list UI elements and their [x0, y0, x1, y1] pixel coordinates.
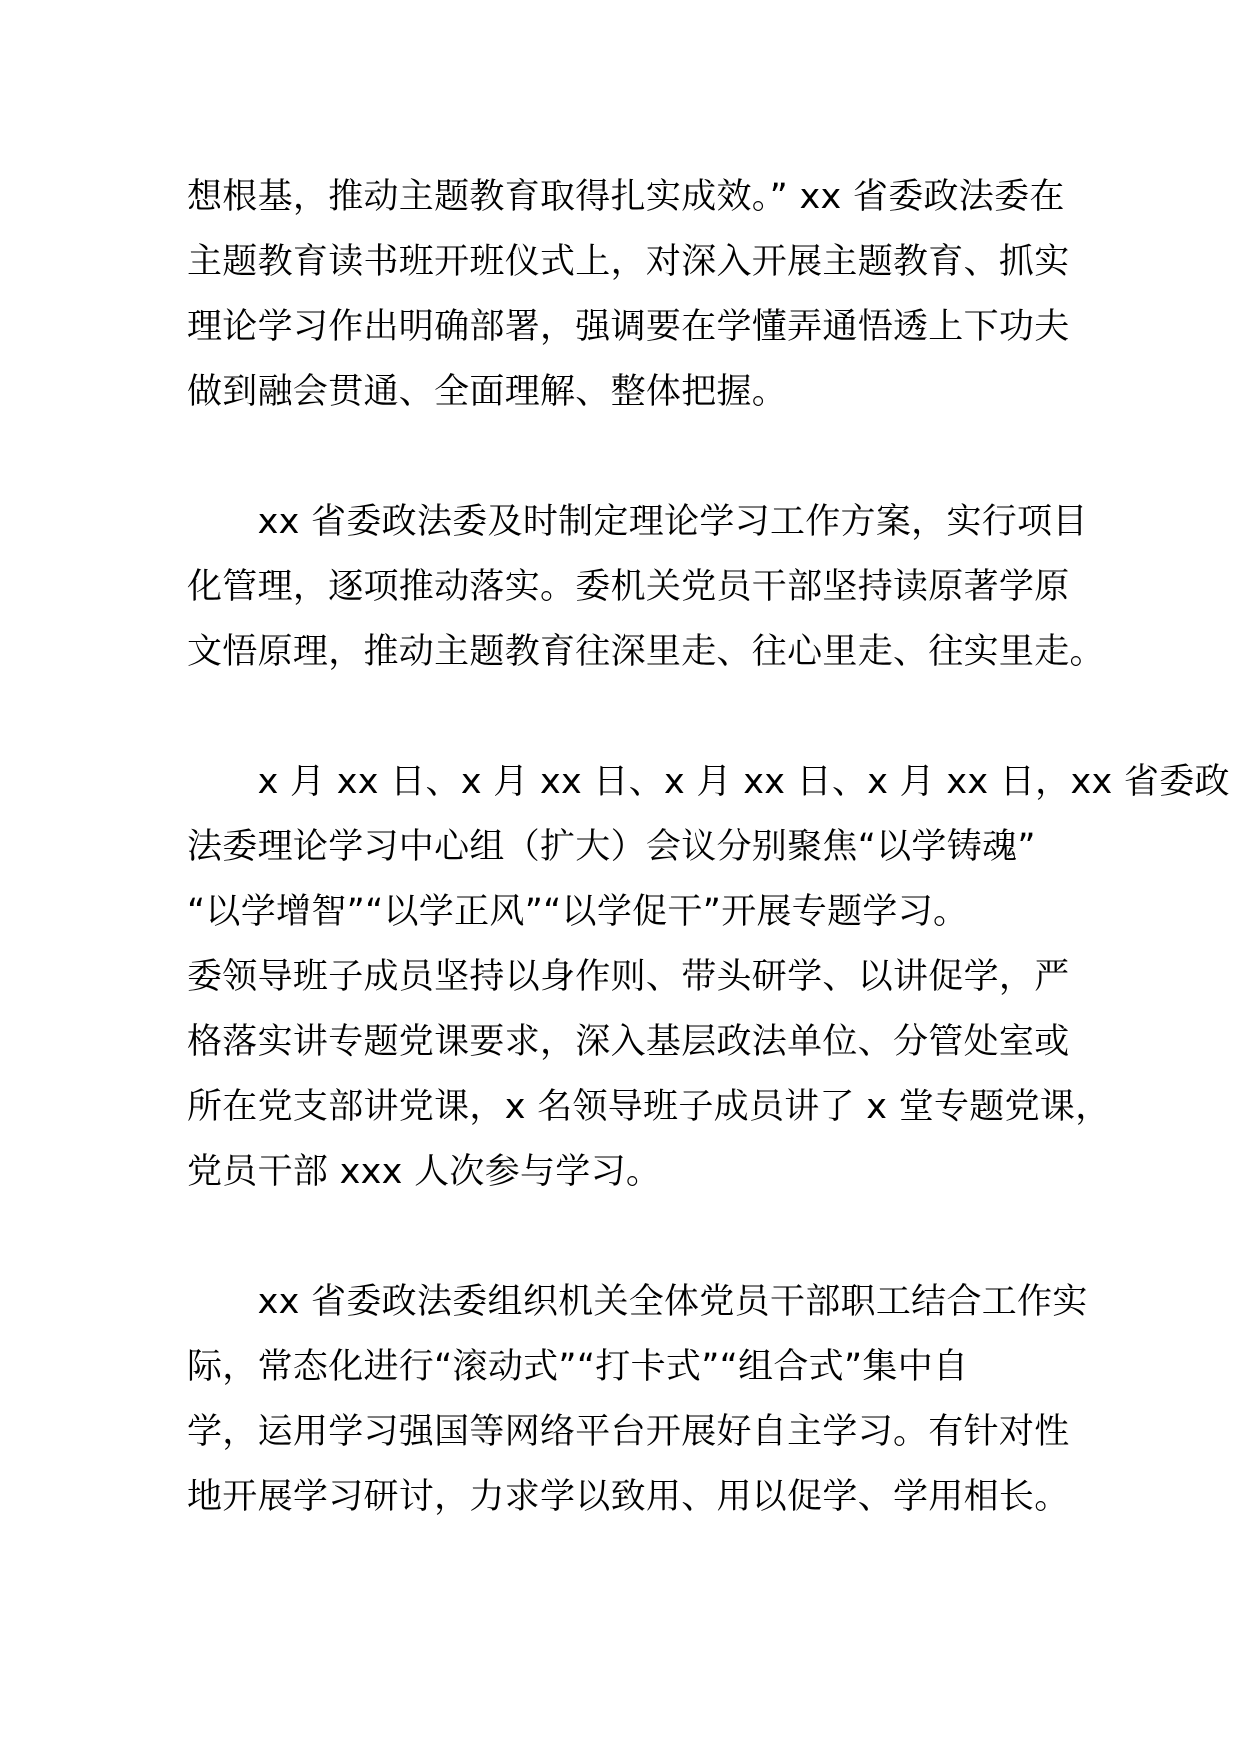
- text-line: 所在党支部讲党课，x 名领导班子成员讲了 x 堂专题党课，: [187, 1087, 1111, 1127]
- text-line: 文悟原理，推动主题教育往深里走、往心里走、往实里走。: [187, 632, 1105, 672]
- paragraph-1: [187, 165, 1070, 425]
- text-line: 化管理，逐项推动落实。委机关党员干部坚持读原著学原: [187, 567, 1070, 607]
- text-line: 法委理论学习中心组（扩大）会议分别聚焦“以学铸魂”: [187, 827, 1036, 867]
- text-line: “以学增智”“以学正风”“以学促干”开展专题学习。: [187, 892, 969, 932]
- paragraph-3: [187, 750, 1230, 1205]
- text-line: 地开展学习研讨，力求学以致用、用以促学、学用相长。: [187, 1477, 1070, 1517]
- text-line: 理论学习作出明确部署，强调要在学懂弄通悟透上下功夫: [187, 307, 1070, 347]
- text-line: xx 省委政法委及时制定理论学习工作方案，实行项目: [187, 502, 1088, 542]
- text-line: 做到融会贯通、全面理解、整体把握。: [187, 372, 788, 412]
- text-line: x 月 xx 日、x 月 xx 日、x 月 xx 日、x 月 xx 日，xx 省委政: [187, 762, 1230, 802]
- text-line: 际，常态化进行“滚动式”“打卡式”“组合式”集中自: [187, 1347, 969, 1387]
- paragraph-4: [187, 1270, 1088, 1530]
- text-line: 格落实讲专题党课要求，深入基层政法单位、分管处室或: [187, 1022, 1070, 1062]
- text-line: 党员干部 xxx 人次参与学习。: [187, 1152, 662, 1192]
- text-line: xx 省委政法委组织机关全体党员干部职工结合工作实: [187, 1282, 1088, 1322]
- text-line: 主题教育读书班开班仪式上，对深入开展主题教育、抓实: [187, 242, 1070, 282]
- text-line: 想根基，推动主题教育取得扎实成效。” xx 省委政法委在: [187, 177, 1065, 217]
- paragraph-2: [187, 490, 1105, 685]
- text-line: 学，运用学习强国等网络平台开展好自主学习。有针对性: [187, 1412, 1070, 1452]
- text-line: 委领导班子成员坚持以身作则、带头研学、以讲促学，严: [187, 957, 1070, 997]
